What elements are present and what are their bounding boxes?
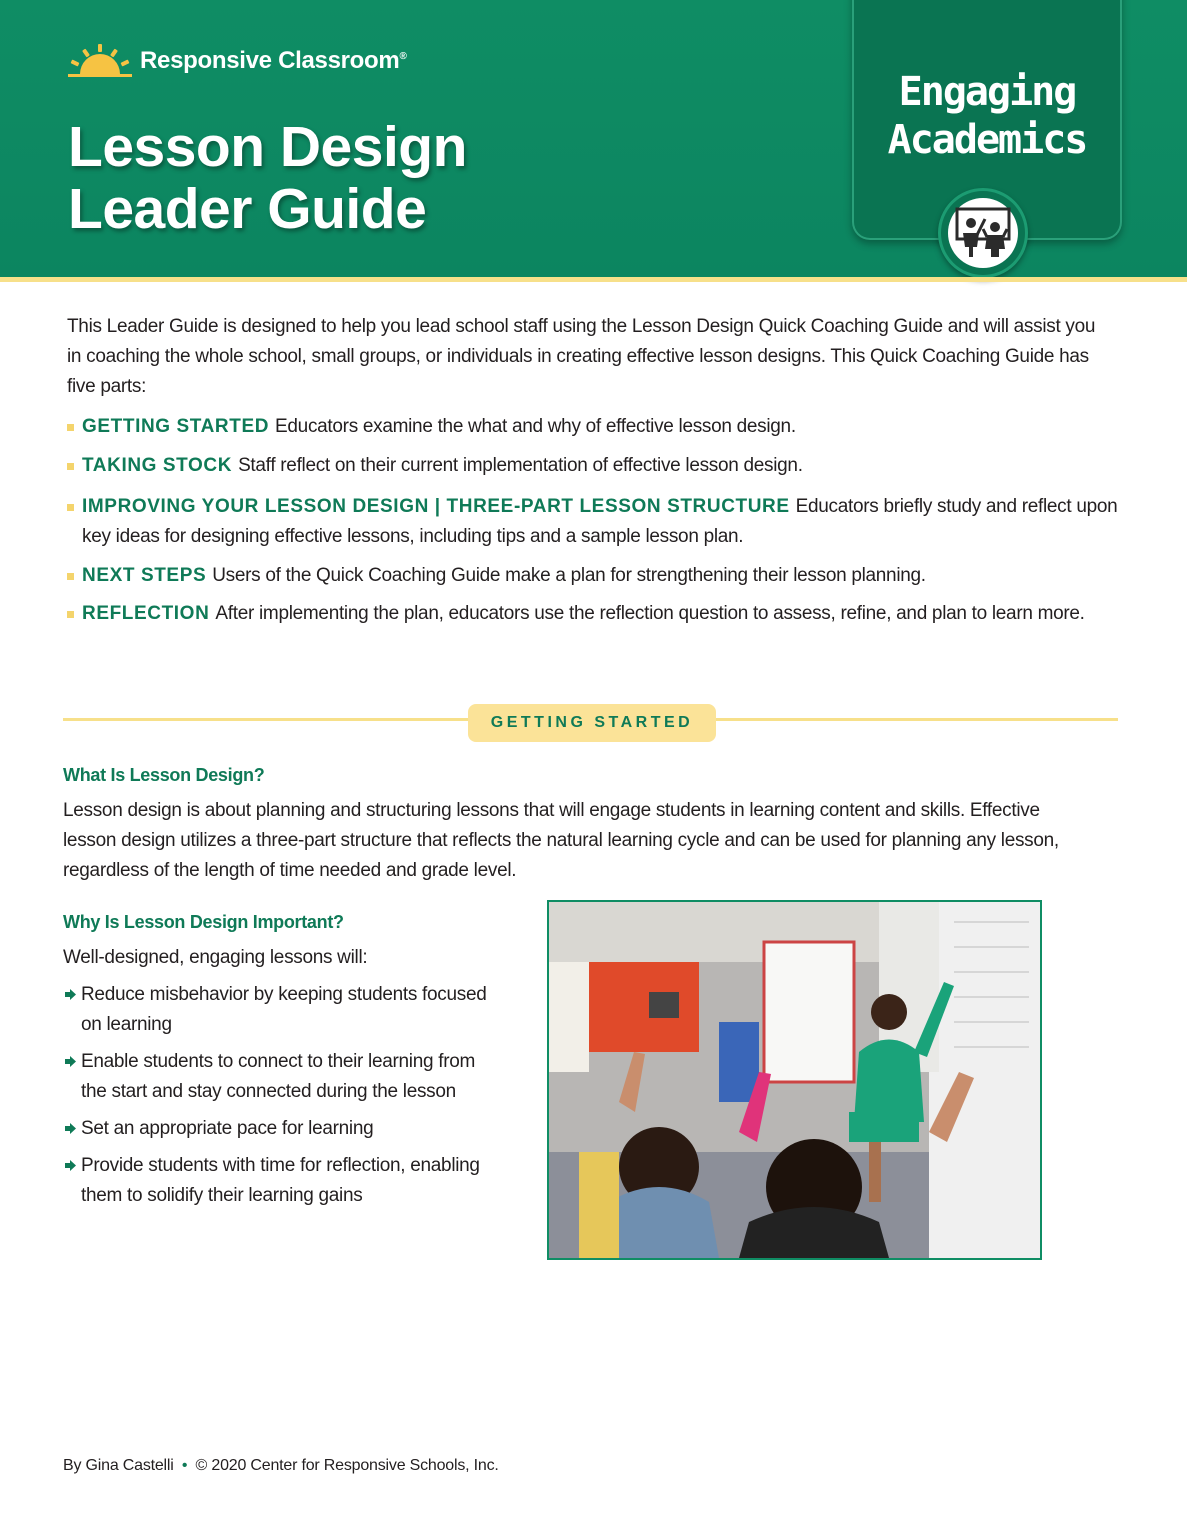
part-label: GETTING STARTED (82, 416, 270, 437)
category-badge (938, 188, 1028, 278)
page-title (68, 116, 467, 240)
list-item (63, 1047, 493, 1107)
header-divider (0, 277, 1187, 282)
list-item (67, 412, 1127, 442)
category-line-2: Academics (887, 117, 1087, 163)
what-paragraph: Lesson design is about planning and structuring lessons that will engage students in learning content and skills. Effective lesson design utilizes a three-part structure that reflects the natural learning cycle and can be used for planning any lesson, regardless of the length of time needed and grade level. (63, 800, 1059, 881)
title-line-1: Lesson Design (68, 115, 467, 179)
benefit-text: Set an appropriate pace for learning (81, 1118, 374, 1139)
list-item (67, 451, 1127, 481)
part-text: Staff reflect on their current implementation of effective lesson design. (238, 455, 803, 476)
list-item (67, 561, 1127, 591)
list-item (63, 1114, 493, 1144)
part-text: Users of the Quick Coaching Guide make a plan for strengthening their lesson planning. (212, 565, 926, 586)
list-item (63, 1151, 493, 1211)
list-item (67, 492, 1127, 552)
list-item (63, 980, 493, 1040)
arrow-bullet-icon (65, 1160, 76, 1171)
part-label: IMPROVING YOUR LESSON DESIGN | THREE-PART LESSON STRUCTURE (82, 496, 790, 517)
part-label: REFLECTION (82, 603, 210, 624)
arrow-bullet-icon (65, 1123, 76, 1134)
parts-list (67, 412, 1127, 629)
list-item (67, 599, 1127, 629)
intro-paragraph: This Leader Guide is designed to help you lead school staff using the Lesson Design Quick Coaching Guide and will assist you in coaching the whole school, small groups, or individuals in creating effective lesson designs. This Quick Coaching Guide has five parts: (67, 316, 1096, 397)
category-line-1: Engaging (898, 69, 1076, 115)
benefit-text: Enable students to connect to their learning from the start and stay connected during the lesson (81, 1051, 476, 1102)
classroom-photo-illustration (549, 902, 1040, 1258)
teacher-student-icon (953, 207, 1013, 259)
section-label: GETTING STARTED (468, 704, 716, 742)
arrow-bullet-icon (65, 1056, 76, 1067)
brand-logo[interactable] (66, 44, 407, 78)
footer-separator: • (181, 1457, 188, 1474)
benefit-text: Provide students with time for reflection, enabling them to solidify their learning gains (81, 1155, 480, 1206)
part-text: Educators examine the what and why of effective lesson design. (275, 416, 796, 437)
why-heading: Why Is Lesson Design Important? (63, 912, 344, 932)
what-heading: What Is Lesson Design? (63, 765, 265, 785)
benefit-text: Reduce misbehavior by keeping students focused on learning (81, 984, 487, 1035)
part-text: Educators briefly study and reflect upon key ideas for designing effective lessons, including tips and a sample lesson plan. (82, 496, 1118, 547)
category-label (854, 68, 1120, 164)
classroom-photo (547, 900, 1042, 1260)
why-lead: Well-designed, engaging lessons will: (63, 947, 368, 968)
footer-author: By Gina Castelli (63, 1457, 174, 1474)
footer-credits (63, 1457, 499, 1475)
sunrise-logo-icon (66, 44, 134, 78)
footer-copyright: © 2020 Center for Responsive Schools, Inc. (195, 1457, 499, 1474)
title-line-2: Leader Guide (68, 177, 427, 241)
part-label: TAKING STOCK (82, 455, 233, 476)
part-text: After implementing the plan, educators use the reflection question to assess, refine, and plan to learn more. (215, 603, 1085, 624)
part-label: NEXT STEPS (82, 565, 207, 586)
benefits-list (63, 980, 493, 1218)
arrow-bullet-icon (65, 989, 76, 1000)
brand-name: Responsive Classroom® (140, 47, 407, 74)
